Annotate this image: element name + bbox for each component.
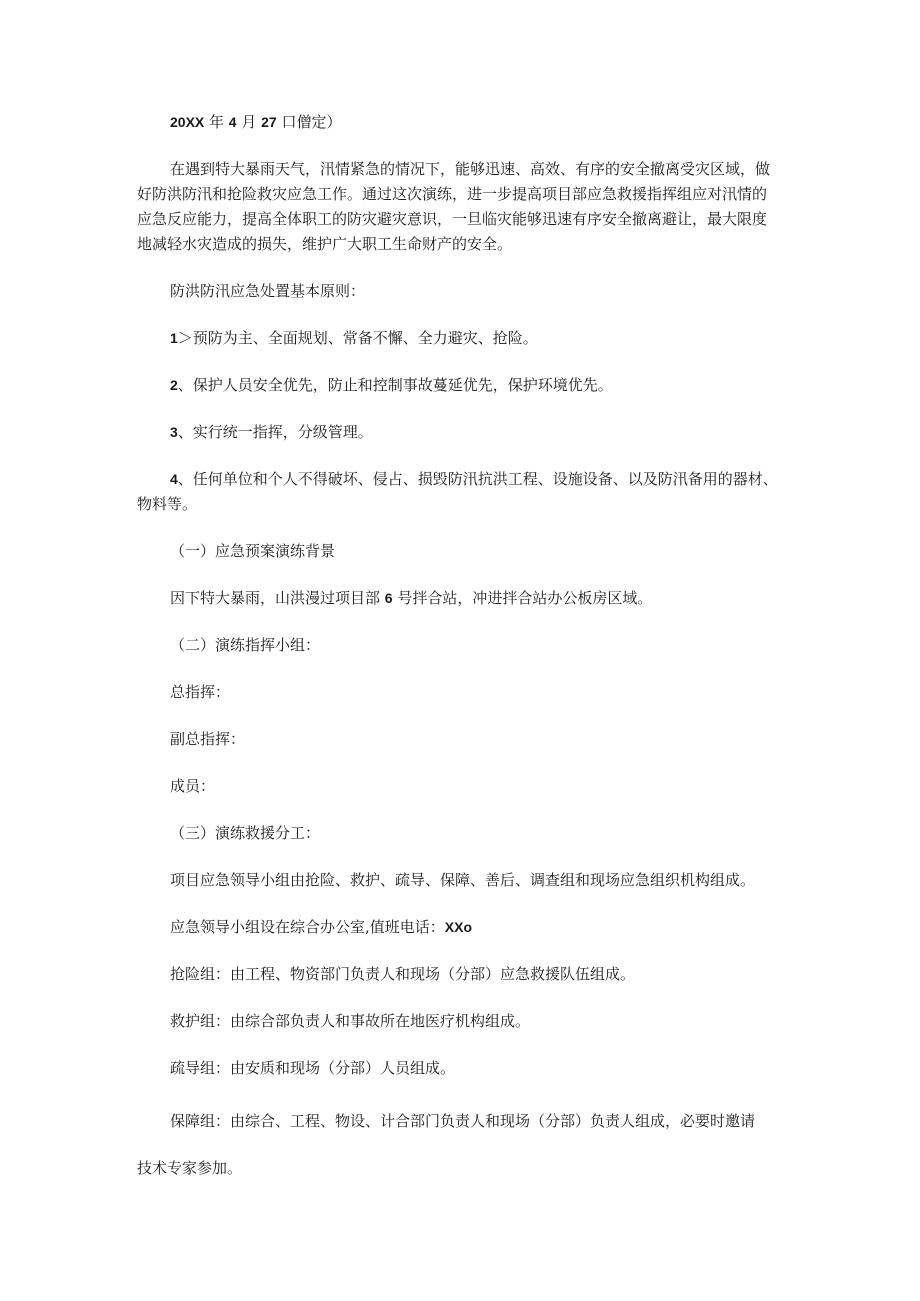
support-group-line-2: 技术专家参加。 <box>137 1159 243 1177</box>
rescue-group: 抢险组：由工程、物资部门负责人和现场（分部）应急救援队伍组成。 <box>170 965 636 983</box>
date-day: 27 <box>261 114 277 130</box>
date-month-char: 月 <box>236 113 262 131</box>
principle-1-text: ＞预防为主、全面规划、常备不懈、全力避灾、抢险。 <box>177 329 538 347</box>
medical-group: 救护组：由综合部负责人和事故所在地医疗机构组成。 <box>170 1012 531 1030</box>
intro-line-2: 好防洪防汛和抢险救灾应急工作。通过这次演练，进一步提高项目部应急救援指挥组应对汛情的 <box>137 185 768 203</box>
duty-phone-text: 应急领导小组设在综合办公室,值班电话： <box>170 918 445 936</box>
date-year-char: 年 <box>204 113 229 131</box>
principle-4-text-line-2: 物料等。 <box>137 495 198 513</box>
principle-3 <box>170 422 373 442</box>
section-3-heading: （三）演练救援分工： <box>170 824 321 842</box>
intro-line-4: 地减轻水灾造成的损失，维护广大职工生命财产的安全。 <box>137 235 513 253</box>
principle-1-number: 1 <box>170 330 178 346</box>
principle-4 <box>170 469 778 489</box>
members-label: 成员： <box>170 777 216 795</box>
commander-label: 总指挥： <box>170 683 231 701</box>
principle-2 <box>170 375 613 395</box>
principle-4-text-line-1: 、任何单位和个人不得破坏、侵占、损毁防汛抗洪工程、设施设备、以及防汛备用的器材、 <box>177 470 778 488</box>
section-1-text-before: 因下特大暴雨，山洪漫过项目部 <box>170 589 385 607</box>
deputy-commander-label: 副总指挥： <box>170 730 246 748</box>
principle-3-number: 3 <box>170 424 178 440</box>
evacuation-group: 疏导组：由安质和现场（分部）人员组成。 <box>170 1059 456 1077</box>
section-1-text-after: 号拌合站，冲进拌合站办公板房区域。 <box>392 589 653 607</box>
section-2-heading: （二）演练指挥小组： <box>170 636 321 654</box>
section-1-number: 6 <box>384 590 393 606</box>
intro-line-3: 应急反应能力，提高全体职工的防灾避灾意识，一旦临灾能够迅速有序安全撤离避让，最大限度 <box>137 210 768 228</box>
date-year: 20XX <box>170 114 205 130</box>
support-group-line-1: 保障组：由综合、工程、物设、计合部门负责人和现场（分部）负责人组成，必要时邀请 <box>170 1112 756 1130</box>
principles-heading: 防洪防汛应急处置基本原则： <box>170 282 366 300</box>
duty-phone-value: XXo <box>444 919 473 935</box>
section-1-heading: （一）应急预案演练背景 <box>170 542 336 560</box>
date-line <box>170 112 342 132</box>
leadership-text: 项目应急领导小组由抢险、救护、疏导、保障、善后、调查组和现场应急组织机构组成。 <box>170 871 756 889</box>
principle-2-number: 2 <box>170 377 178 393</box>
date-month: 4 <box>228 114 237 130</box>
principle-1 <box>170 328 538 348</box>
intro-line-1: 在遇到特大暴雨天气，汛情紧急的情况下，能够迅速、高效、有序的安全撤离受灾区域，做 <box>170 160 771 178</box>
principle-3-text: 、实行统一指挥，分级管理。 <box>177 423 373 441</box>
date-suffix: 口僧定） <box>276 113 342 131</box>
section-1-text <box>170 588 652 608</box>
duty-phone-line <box>170 917 472 937</box>
principle-2-text: 、保护人员安全优先，防止和控制事故蔓延优先，保护环境优先。 <box>177 376 613 394</box>
principle-4-number: 4 <box>170 471 178 487</box>
